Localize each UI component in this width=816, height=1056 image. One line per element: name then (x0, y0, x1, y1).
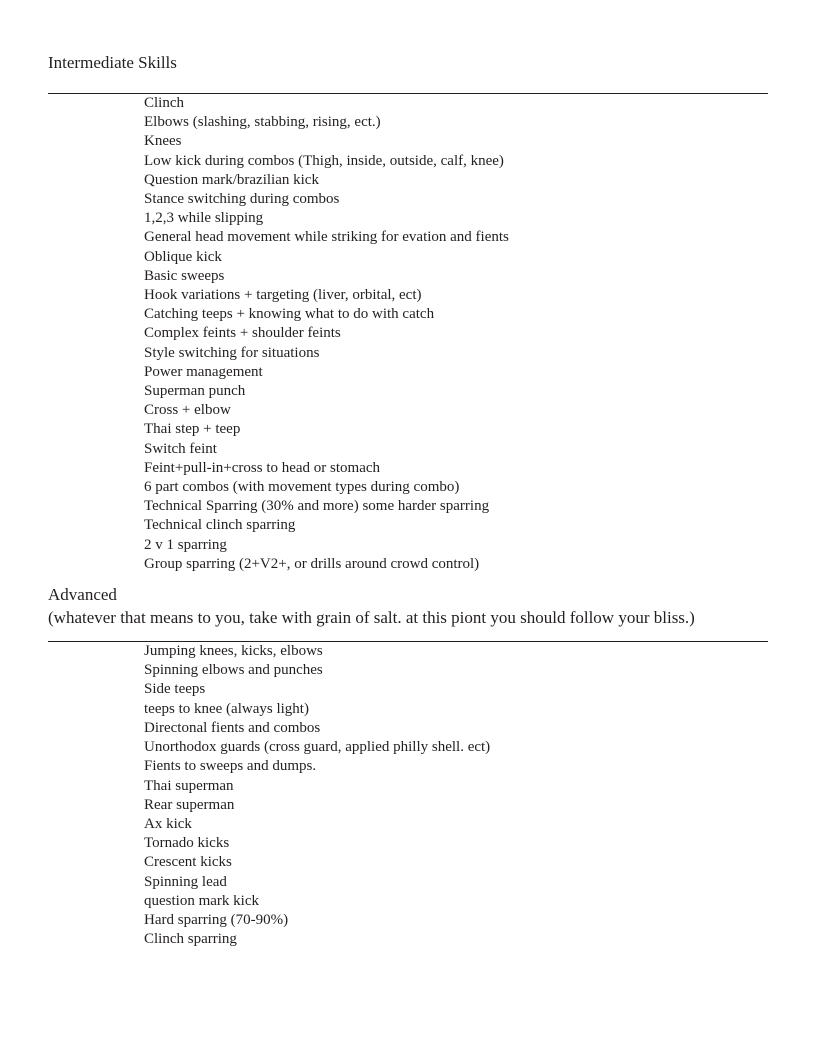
list-item: 2 v 1 sparring (144, 536, 227, 553)
list-item: Technical clinch sparring (144, 517, 296, 534)
section-heading: Advanced (48, 585, 117, 605)
list-item: General head movement while striking for evation and fients (144, 229, 509, 246)
list-item: Side teeps (144, 681, 206, 698)
list-item: Fients to sweeps and dumps. (144, 758, 317, 775)
list-item: Ax kick (144, 815, 192, 832)
list-item: Directonal fients and combos (144, 719, 321, 736)
list-item: Complex feints + shoulder feints (144, 325, 341, 342)
document-page (48, 51, 768, 949)
list-item: Clinch sparring (144, 931, 237, 948)
section-intermediate (48, 51, 768, 574)
list-item: Basic sweeps (144, 267, 225, 284)
list-item: Stance switching during combos (144, 191, 340, 208)
section-subheading: (whatever that means to you, take with grain of salt. at this piont you should follow your bliss.) (48, 608, 695, 628)
list-item: Power management (144, 363, 263, 380)
list-item: question mark kick (144, 892, 259, 909)
list-item: Group sparring (2+V2+, or drills around crowd control) (144, 555, 480, 572)
list-item: Oblique kick (144, 248, 222, 265)
list-item: Tornado kicks (144, 835, 230, 852)
list-item: Low kick during combos (Thigh, inside, outside, calf, knee) (144, 152, 504, 169)
list-item: Style switching for situations (144, 344, 320, 361)
list-item: Switch feint (144, 440, 217, 457)
list-item: Cross + elbow (144, 402, 231, 419)
list-item: Unorthodox guards (cross guard, applied philly shell. ect) (144, 739, 491, 756)
list-item: Catching teeps + knowing what to do with catch (144, 306, 435, 323)
list-item: Spinning lead (144, 873, 227, 890)
list-item: Elbows (slashing, stabbing, rising, ect.) (144, 114, 381, 131)
section-heading: Intermediate Skills (48, 53, 177, 72)
skill-list (48, 94, 768, 574)
list-item: Spinning elbows and punches (144, 662, 323, 679)
list-item: Clinch (144, 95, 184, 111)
list-item: 6 part combos (with movement types during combo) (144, 479, 460, 496)
list-item: Rear superman (144, 796, 235, 813)
list-item: Technical Sparring (30% and more) some harder sparring (144, 498, 490, 515)
list-item: Hook variations + targeting (liver, orbital, ect) (144, 287, 422, 304)
list-item: teeps to knee (always light) (144, 700, 309, 717)
section-advanced (48, 583, 768, 949)
list-item: Hard sparring (70-90%) (144, 911, 289, 928)
list-item: Feint+pull-in+cross to head or stomach (144, 459, 381, 476)
list-item: Question mark/brazilian kick (144, 171, 319, 188)
skill-list (48, 642, 768, 949)
list-item: Jumping knees, kicks, elbows (144, 643, 323, 660)
list-item: 1,2,3 while slipping (144, 210, 264, 227)
list-item: Superman punch (144, 383, 246, 400)
list-item: Crescent kicks (144, 854, 232, 871)
list-item: Knees (144, 133, 182, 150)
list-item: Thai step + teep (144, 421, 241, 438)
list-item: Thai superman (144, 777, 234, 794)
